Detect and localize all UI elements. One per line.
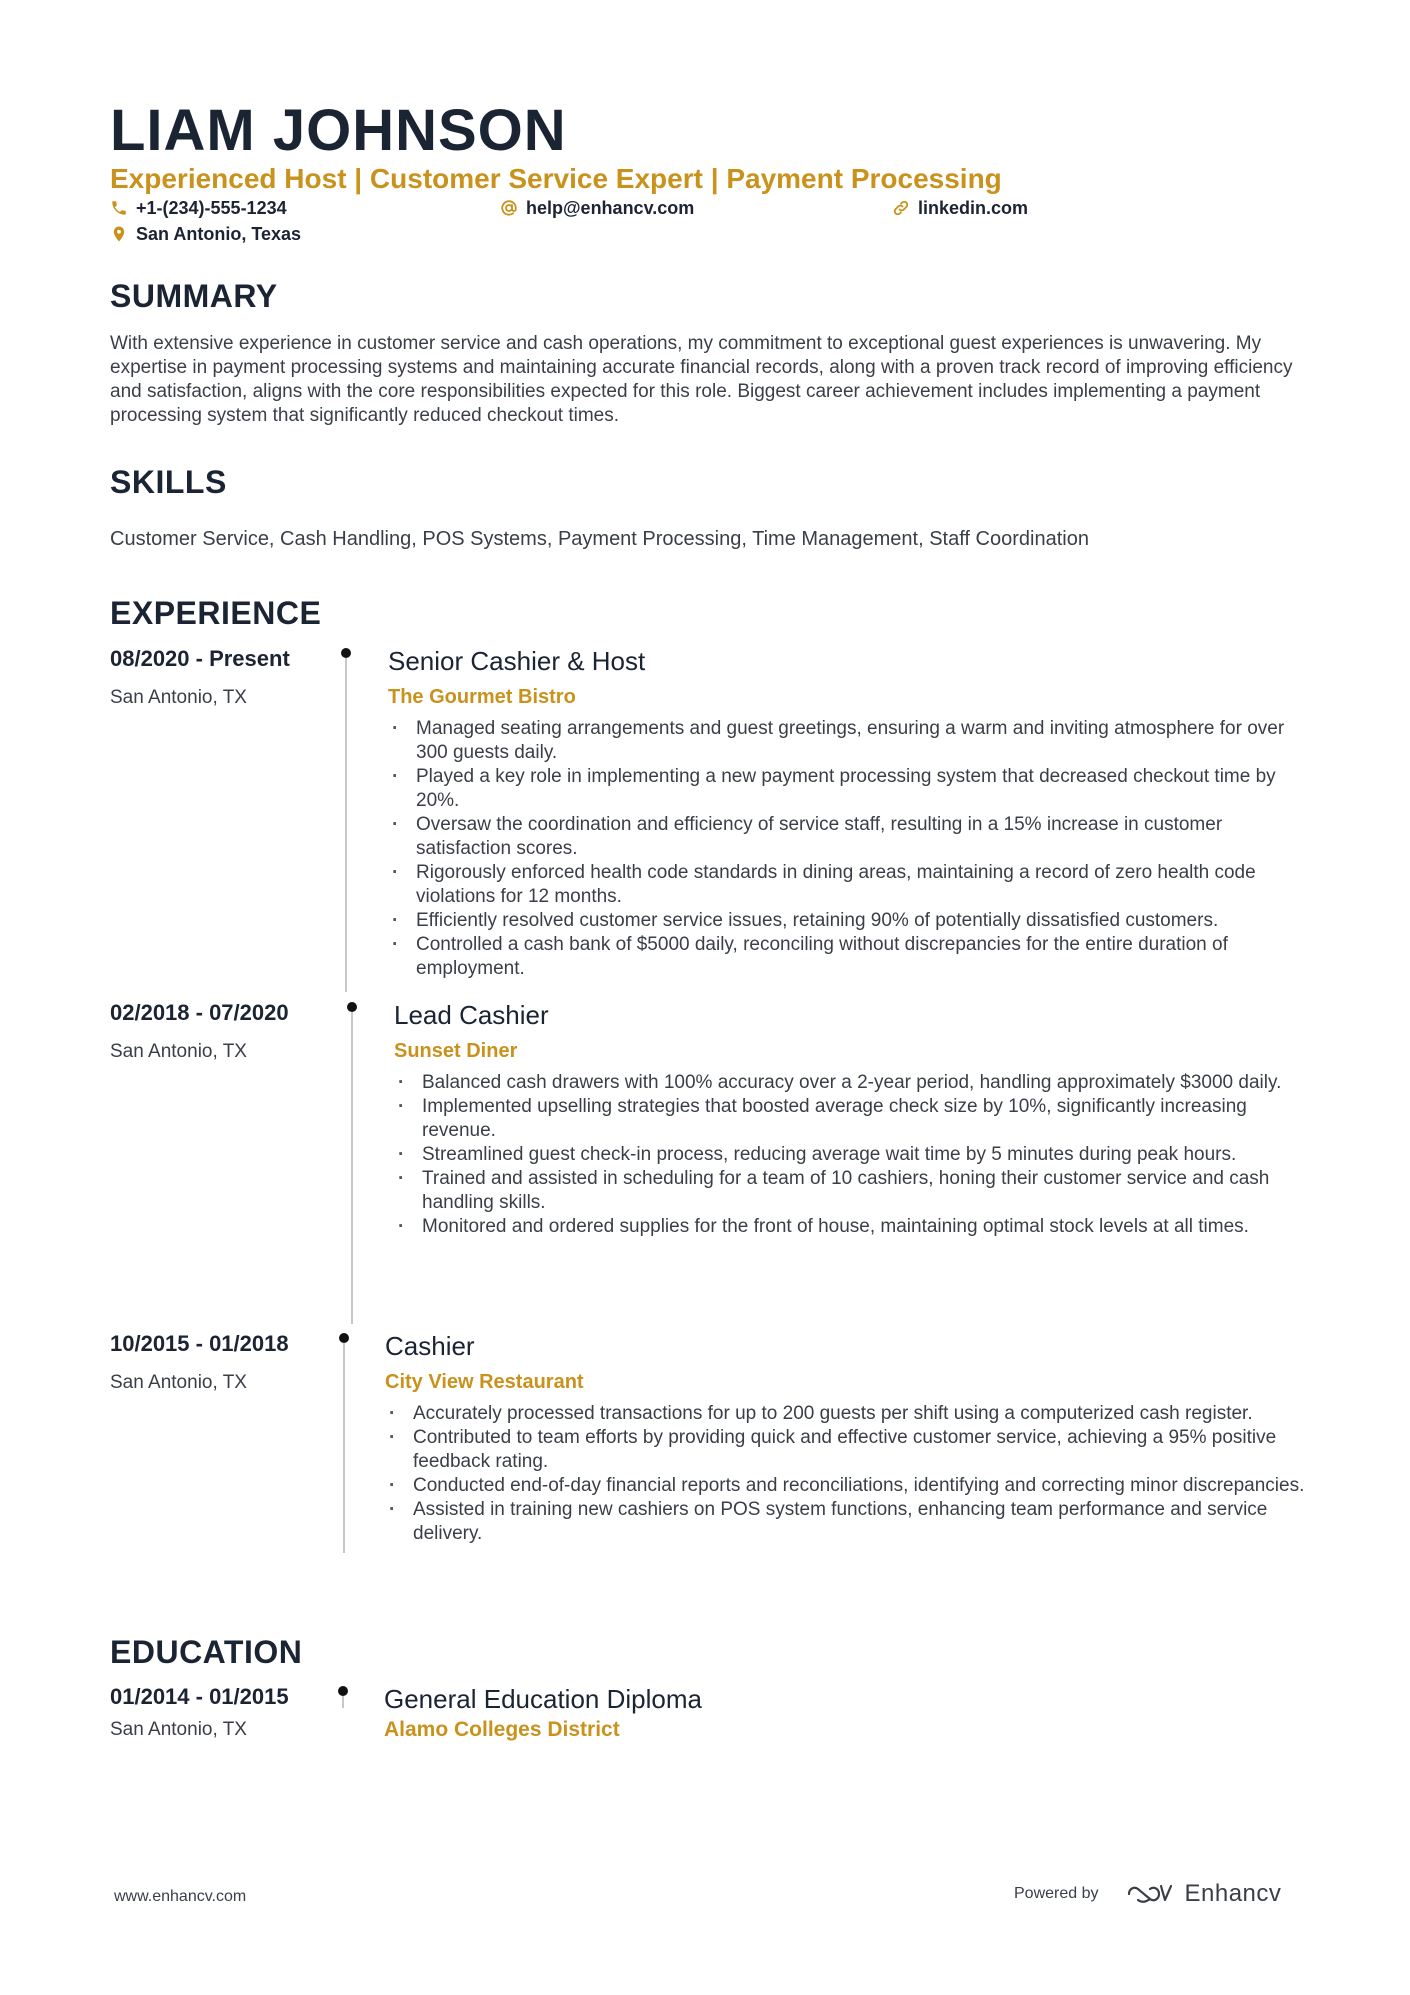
job-title: Lead Cashier xyxy=(394,1000,549,1030)
education-school: Alamo Colleges District xyxy=(384,1718,620,1741)
job-company: Sunset Diner xyxy=(394,1040,518,1062)
education-heading: EDUCATION xyxy=(110,1634,303,1670)
list-item: · Monitored and ordered supplies for the front of house, maintaining optimal stock levels at all times. xyxy=(394,1215,1314,1239)
job-dates: 10/2015 - 01/2018 xyxy=(110,1331,289,1356)
powered-by-text: Powered by xyxy=(1014,1885,1099,1902)
list-item: · Oversaw the coordination and efficiency of service staff, resulting in a 15% increase in customer satisfaction scores. xyxy=(388,813,1314,861)
timeline-dot xyxy=(347,1002,357,1012)
phone-text: +1-(234)-555-1234 xyxy=(136,198,287,218)
timeline-dot xyxy=(339,1333,349,1343)
list-item: · Trained and assisted in scheduling for a team of 10 cashiers, honing their customer service and cash handling skills. xyxy=(394,1167,1314,1215)
job-location: San Antonio, TX xyxy=(110,1372,247,1393)
job-location: San Antonio, TX xyxy=(110,1041,247,1062)
job-dates: 08/2020 - Present xyxy=(110,646,290,671)
location-pin-icon xyxy=(110,225,128,243)
list-item: · Implemented upselling strategies that boosted average check size by 10%, significantly increasing revenue. xyxy=(394,1095,1314,1143)
footer-powered-by[interactable] xyxy=(1014,1880,1281,1908)
at-sign-icon xyxy=(500,199,518,217)
list-item: · Assisted in training new cashiers on POS system functions, enhancing team performance and service delivery. xyxy=(385,1498,1315,1546)
enhancv-logo-icon xyxy=(1125,1880,1175,1908)
timeline-dot xyxy=(341,648,351,658)
list-item: · Balanced cash drawers with 100% accuracy over a 2-year period, handling approximately $3000 daily. xyxy=(394,1071,1314,1095)
list-item: · Efficiently resolved customer service issues, retaining 90% of potentially dissatisfied customers. xyxy=(388,909,1314,933)
summary-heading: SUMMARY xyxy=(110,278,278,314)
timeline-dot xyxy=(338,1686,348,1696)
job-company: The Gourmet Bistro xyxy=(388,686,576,708)
list-item: · Played a key role in implementing a new payment processing system that decreased checkout time by 20%. xyxy=(388,765,1314,813)
footer-website[interactable]: www.enhancv.com xyxy=(114,1888,247,1905)
timeline-line xyxy=(351,1012,353,1324)
job-title: Senior Cashier & Host xyxy=(388,646,646,676)
list-item: · Accurately processed transactions for up to 200 guests per shift using a computerized cash register. xyxy=(385,1402,1315,1426)
contact-email[interactable] xyxy=(500,197,694,219)
phone-icon xyxy=(110,199,128,217)
skills-heading: SKILLS xyxy=(110,464,227,500)
education-degree: General Education Diploma xyxy=(384,1684,702,1714)
headline: Experienced Host | Customer Service Expert | Payment Processing xyxy=(110,163,1002,194)
contact-location xyxy=(110,223,301,245)
education-dates: 01/2014 - 01/2015 xyxy=(110,1684,289,1709)
job-title: Cashier xyxy=(385,1331,475,1361)
job-dates: 02/2018 - 07/2020 xyxy=(110,1000,289,1025)
list-item: · Contributed to team efforts by providing quick and effective customer service, achieving a 95% positive feedback rating. xyxy=(385,1426,1315,1474)
summary-text: With extensive experience in customer service and cash operations, my commitment to exceptional guest experiences is unwavering. My expertise in payment processing systems and maintaining accurate financial records, along with a proven track record of improving efficiency and satisfaction, aligns with the core responsibilities expected for this role. Biggest career achievement includes implementing a payment processing system that significantly reduced checkout times. xyxy=(110,333,1293,426)
list-item: · Streamlined guest check-in process, reducing average wait time by 5 minutes during peak hours. xyxy=(394,1143,1314,1167)
list-item: · Controlled a cash bank of $5000 daily, reconciling without discrepancies for the entire duration of employment. xyxy=(388,933,1314,981)
contact-phone[interactable] xyxy=(110,197,287,219)
job-location: San Antonio, TX xyxy=(110,687,247,708)
brand-name: Enhancv xyxy=(1184,1880,1282,1907)
list-item: · Rigorously enforced health code standards in dining areas, maintaining a record of zero health code violations for 12 months. xyxy=(388,861,1314,909)
linkedin-text: linkedin.com xyxy=(918,198,1029,218)
skills-text: Customer Service, Cash Handling, POS Systems, Payment Processing, Time Management, Staff Coordination xyxy=(110,528,1089,550)
experience-heading: EXPERIENCE xyxy=(110,595,322,631)
job-company: City View Restaurant xyxy=(385,1371,584,1393)
location-text: San Antonio, Texas xyxy=(136,224,302,244)
timeline-line xyxy=(345,658,347,992)
candidate-name: LIAM JOHNSON xyxy=(110,98,567,163)
link-icon xyxy=(892,199,910,217)
job-bullets xyxy=(388,717,1314,981)
contact-linkedin[interactable] xyxy=(892,197,1028,219)
list-item: · Conducted end-of-day financial reports and reconciliations, identifying and correcting minor discrepancies. xyxy=(385,1474,1315,1498)
timeline-line xyxy=(343,1343,345,1553)
list-item: · Managed seating arrangements and guest greetings, ensuring a warm and inviting atmosphere for over 300 guests daily. xyxy=(388,717,1314,765)
email-text: help@enhancv.com xyxy=(526,198,695,218)
education-location: San Antonio, TX xyxy=(110,1719,247,1740)
job-bullets xyxy=(385,1402,1315,1546)
timeline-line xyxy=(342,1696,344,1708)
job-bullets xyxy=(394,1071,1314,1239)
